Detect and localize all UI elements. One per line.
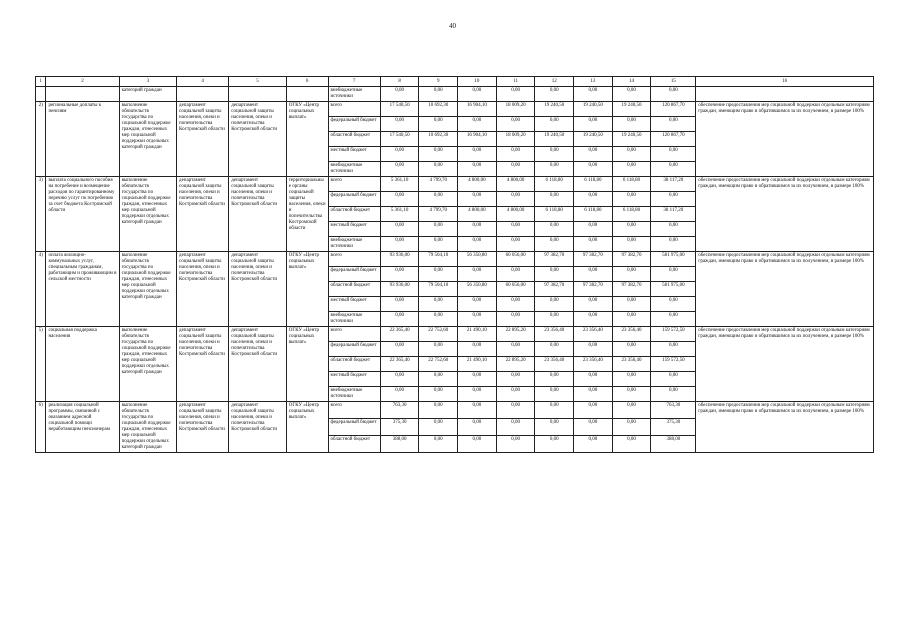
funding-value: 60 056,00 (496, 282, 535, 297)
section-name: реализация социальной программы, связанной с оказанием адресной социальной помощи неработающим пенсионерам (46, 402, 119, 453)
funding-value: 10 692,30 (419, 102, 458, 117)
section-number: 6) (36, 402, 46, 453)
funding-value: 120 867,70 (651, 102, 696, 117)
funding-value: 388,00 (651, 436, 696, 453)
section-task: выполнение обязательств государства по социальной поддержке граждан, отнесенных мер социальной поддержки отдельных категорий граждан (119, 327, 176, 402)
funding-value: 0,00 (535, 419, 574, 436)
section-coexecutor: департамент социальной защиты населения, опеки и попечительства Костромской области (229, 252, 286, 327)
funding-value: 0,00 (419, 222, 458, 237)
funding-value: 0,00 (496, 387, 535, 402)
funding-value: 19 240,50 (612, 102, 651, 117)
funding-value: 93 936,00 (380, 282, 419, 297)
section-coexecutor: департамент социальной защиты населения, опеки и попечительства Костромской области (229, 177, 286, 252)
funding-value: 0,00 (419, 117, 458, 132)
funding-value: 0,00 (651, 312, 696, 327)
funding-value: 23 356,40 (574, 327, 613, 342)
section-task: выполнение обязательств государства по социальной поддержке граждан, отнесенных мер социальной поддержки отдельных категорий граждан (119, 177, 176, 252)
funding-value: 0,00 (496, 222, 535, 237)
funding-value: 159 572,50 (651, 357, 696, 372)
funding-value: 97 382,70 (535, 252, 574, 267)
section-number: 2) (36, 102, 46, 177)
funding-value: 0,00 (458, 402, 497, 419)
header-cell: 4 (177, 77, 229, 87)
funding-value: 0,00 (651, 147, 696, 162)
funding-value: 388,00 (380, 436, 419, 453)
funding-value: 0,00 (496, 192, 535, 207)
funding-value: 0,00 (651, 387, 696, 402)
funding-value: 21 490,10 (458, 327, 497, 342)
funding-source: внебюджетные источники (328, 387, 380, 402)
funding-value: 6 118,80 (574, 177, 613, 192)
funding-value: 0,00 (419, 419, 458, 436)
funding-value: 0,00 (380, 387, 419, 402)
funding-value: 0,00 (380, 117, 419, 132)
funding-value: 97 382,70 (574, 282, 613, 297)
funding-value: 0,00 (612, 192, 651, 207)
funding-source: внебюджетные источники (328, 312, 380, 327)
funding-value: 0,00 (496, 436, 535, 453)
funding-source: всего (328, 402, 380, 419)
section-note: обеспечение предоставления мер социальной поддержки отдельным категориям граждан, имеющим право и обратившимся за их получением, в размере 100% (696, 177, 874, 252)
funding-value: 375,30 (651, 419, 696, 436)
funding-value: 19 240,50 (574, 132, 613, 147)
funding-value: 0,00 (380, 297, 419, 312)
funding-value: 0,00 (458, 297, 497, 312)
funding-value: 0,00 (574, 297, 613, 312)
section-coexecutor: департамент социальной защиты населения, опеки и попечительства Костромской области (229, 327, 286, 402)
cont-value: 0,00 (535, 87, 574, 102)
funding-value: 0,00 (651, 237, 696, 252)
funding-value: 0,00 (458, 342, 497, 357)
cont-value: 0,00 (574, 87, 613, 102)
section-recipient: ОГКУ «Центр социальных выплат» (286, 102, 328, 177)
cont-executor (177, 87, 229, 102)
funding-value: 0,00 (574, 267, 613, 282)
cont-value: 0,00 (496, 87, 535, 102)
cont-value: 0,00 (380, 87, 419, 102)
section-recipient: территориальные органы социальной защиты населения, опеки и попечительства Костромской области (286, 177, 328, 252)
funding-value: 0,00 (458, 147, 497, 162)
funding-value: 38 117,20 (651, 207, 696, 222)
cont-label: категорий граждан (119, 87, 176, 102)
funding-value: 0,00 (380, 222, 419, 237)
funding-value: 0,00 (380, 192, 419, 207)
funding-value: 97 382,70 (535, 282, 574, 297)
cont-value: 0,00 (419, 87, 458, 102)
funding-source: местный бюджет (328, 372, 380, 387)
funding-value: 0,00 (535, 117, 574, 132)
funding-value: 17 540,50 (380, 132, 419, 147)
funding-value: 0,00 (612, 387, 651, 402)
section-note: обеспечение предоставления мер социальной поддержки отдельным категориям граждан, имеющим право и обратившимся за их получением, в размере 100% (696, 402, 874, 453)
funding-value: 0,00 (574, 372, 613, 387)
funding-value: 120 867,70 (651, 132, 696, 147)
funding-source: местный бюджет (328, 147, 380, 162)
header-cell: 13 (574, 77, 613, 87)
funding-value: 0,00 (458, 237, 497, 252)
funding-value: 0,00 (496, 342, 535, 357)
funding-value: 0,00 (535, 222, 574, 237)
funding-value: 0,00 (574, 237, 613, 252)
funding-value: 0,00 (496, 162, 535, 177)
funding-value: 0,00 (380, 267, 419, 282)
funding-value: 0,00 (574, 342, 613, 357)
funding-value: 763,30 (651, 402, 696, 419)
funding-value: 0,00 (574, 117, 613, 132)
funding-value: 16 904,10 (458, 102, 497, 117)
cont-value: 0,00 (651, 87, 696, 102)
funding-value: 0,00 (574, 312, 613, 327)
funding-value: 0,00 (612, 297, 651, 312)
section-number: 5) (36, 327, 46, 402)
funding-value: 0,00 (419, 436, 458, 453)
funding-value: 0,00 (535, 267, 574, 282)
funding-value: 22 365,40 (380, 357, 419, 372)
funding-value: 581 975,00 (651, 252, 696, 267)
funding-value: 0,00 (496, 402, 535, 419)
header-cell: 2 (46, 77, 119, 87)
section-coexecutor: департамент социальной защиты населения, опеки и попечительства Костромской области (229, 402, 286, 453)
header-cell: 5 (229, 77, 286, 87)
funding-value: 0,00 (651, 222, 696, 237)
funding-value: 0,00 (651, 267, 696, 282)
funding-value: 18 009,20 (496, 102, 535, 117)
funding-value: 56 350,80 (458, 282, 497, 297)
funding-value: 0,00 (612, 436, 651, 453)
funding-value: 0,00 (458, 162, 497, 177)
funding-source: областной бюджет (328, 207, 380, 222)
funding-value: 19 240,50 (574, 102, 613, 117)
funding-value: 4 799,70 (419, 177, 458, 192)
funding-row (36, 102, 874, 117)
funding-value: 0,00 (419, 342, 458, 357)
funding-source: внебюджетные источники (328, 237, 380, 252)
section-executor: департамент социальной защиты населения, опеки и попечительства Костромской области (177, 177, 229, 252)
funding-value: 0,00 (612, 162, 651, 177)
funding-value: 0,00 (535, 147, 574, 162)
funding-source: федеральный бюджет (328, 419, 380, 436)
funding-value: 0,00 (419, 192, 458, 207)
header-cell: 9 (419, 77, 458, 87)
section-recipient: ОГКУ «Центр социальных выплат» (286, 327, 328, 402)
funding-value: 0,00 (535, 162, 574, 177)
funding-value: 0,00 (496, 237, 535, 252)
funding-value: 0,00 (380, 312, 419, 327)
funding-source: всего (328, 177, 380, 192)
cont-source: внебюджетные источники (328, 87, 380, 102)
funding-value: 0,00 (458, 192, 497, 207)
funding-value: 22 895,20 (496, 327, 535, 342)
funding-value: 6 118,80 (535, 207, 574, 222)
funding-value: 23 356,40 (535, 327, 574, 342)
header-cell: 12 (535, 77, 574, 87)
funding-value: 0,00 (535, 192, 574, 207)
continuation-row (36, 87, 874, 102)
funding-value: 0,00 (651, 192, 696, 207)
funding-value: 4 799,70 (419, 207, 458, 222)
funding-value: 0,00 (612, 267, 651, 282)
funding-value: 0,00 (535, 342, 574, 357)
funding-source: местный бюджет (328, 297, 380, 312)
funding-value: 0,00 (574, 387, 613, 402)
funding-value: 0,00 (612, 237, 651, 252)
header-cell: 6 (286, 77, 328, 87)
section-recipient: ОГКУ «Центр социальных выплат» (286, 252, 328, 327)
budget-table (35, 76, 874, 453)
funding-value: 0,00 (574, 436, 613, 453)
funding-value: 0,00 (496, 312, 535, 327)
funding-value: 22 895,20 (496, 357, 535, 372)
funding-row (36, 252, 874, 267)
section-number: 4) (36, 252, 46, 327)
funding-value: 10 692,30 (419, 132, 458, 147)
funding-row (36, 327, 874, 342)
funding-value: 0,00 (612, 312, 651, 327)
funding-value: 23 356,40 (612, 357, 651, 372)
funding-value: 0,00 (496, 117, 535, 132)
funding-value: 0,00 (419, 372, 458, 387)
funding-value: 79 504,10 (419, 282, 458, 297)
funding-value: 0,00 (419, 237, 458, 252)
header-cell: 7 (328, 77, 380, 87)
funding-value: 0,00 (535, 387, 574, 402)
section-executor: департамент социальной защиты населения, опеки и попечительства Костромской области (177, 102, 229, 177)
funding-value: 0,00 (380, 237, 419, 252)
funding-value: 763,30 (380, 402, 419, 419)
funding-value: 0,00 (380, 372, 419, 387)
funding-value: 0,00 (458, 419, 497, 436)
cont-value: 0,00 (458, 87, 497, 102)
funding-value: 0,00 (612, 222, 651, 237)
funding-value: 159 572,50 (651, 327, 696, 342)
section-task: выполнение обязательств государства по социальной поддержке граждан, отнесенных мер социальной поддержки отдельных категорий граждан (119, 402, 176, 453)
funding-value: 6 118,80 (612, 207, 651, 222)
funding-value: 93 936,00 (380, 252, 419, 267)
funding-value: 0,00 (574, 402, 613, 419)
section-note: обеспечение предоставления мер социальной поддержки отдельным категориям граждан, имеющим право и обратившимся за их получением, в размере 100% (696, 327, 874, 402)
section-name: социальная поддержка населения (46, 327, 119, 402)
funding-value: 581 975,00 (651, 282, 696, 297)
funding-value: 0,00 (574, 192, 613, 207)
funding-value: 0,00 (535, 372, 574, 387)
funding-value: 97 382,70 (612, 252, 651, 267)
header-cell: 8 (380, 77, 419, 87)
funding-value: 0,00 (419, 297, 458, 312)
cont-recipient (286, 87, 328, 102)
funding-value: 0,00 (419, 162, 458, 177)
funding-source: внебюджетные источники (328, 162, 380, 177)
header-cell: 3 (119, 77, 176, 87)
section-name: региональные доплаты к пенсиям (46, 102, 119, 177)
funding-value: 0,00 (651, 372, 696, 387)
funding-value: 79 504,10 (419, 252, 458, 267)
funding-value: 5 361,10 (380, 177, 419, 192)
funding-value: 0,00 (496, 147, 535, 162)
funding-value: 6 118,80 (574, 207, 613, 222)
funding-value: 0,00 (651, 117, 696, 132)
funding-value: 0,00 (458, 117, 497, 132)
section-note: обеспечение предоставления мер социальной поддержки отдельным категориям граждан, имеющим право и обратившимся за их получением, в размере 100% (696, 252, 874, 327)
funding-value: 0,00 (496, 297, 535, 312)
cont-value: 0,00 (612, 87, 651, 102)
funding-source: областной бюджет (328, 132, 380, 147)
funding-value: 0,00 (574, 162, 613, 177)
funding-value: 0,00 (574, 419, 613, 436)
header-cell: 14 (612, 77, 651, 87)
funding-value: 0,00 (380, 342, 419, 357)
funding-value: 23 356,40 (535, 357, 574, 372)
funding-value: 0,00 (458, 436, 497, 453)
funding-value: 21 490,10 (458, 357, 497, 372)
funding-value: 97 382,70 (612, 282, 651, 297)
funding-source: федеральный бюджет (328, 342, 380, 357)
section-executor: департамент социальной защиты населения, опеки и попечительства Костромской области (177, 252, 229, 327)
funding-value: 38 117,20 (651, 177, 696, 192)
funding-value: 0,00 (612, 147, 651, 162)
funding-value: 0,00 (380, 162, 419, 177)
section-coexecutor: департамент социальной защиты населения, опеки и попечительства Костромской области (229, 102, 286, 177)
funding-value: 0,00 (419, 267, 458, 282)
section-recipient: ОГКУ «Центр социальных выплат» (286, 402, 328, 453)
funding-row (36, 177, 874, 192)
funding-value: 16 904,10 (458, 132, 497, 147)
funding-value: 0,00 (612, 117, 651, 132)
page-number: 40 (449, 22, 456, 30)
funding-value: 0,00 (535, 436, 574, 453)
funding-value: 0,00 (419, 402, 458, 419)
funding-value: 97 382,70 (574, 252, 613, 267)
funding-source: федеральный бюджет (328, 267, 380, 282)
funding-value: 0,00 (458, 222, 497, 237)
header-cell: 11 (496, 77, 535, 87)
funding-value: 23 356,40 (612, 327, 651, 342)
funding-source: всего (328, 102, 380, 117)
funding-value: 0,00 (535, 297, 574, 312)
funding-source: всего (328, 327, 380, 342)
funding-value: 0,00 (458, 387, 497, 402)
funding-value: 0,00 (651, 297, 696, 312)
funding-value: 0,00 (496, 372, 535, 387)
funding-source: областной бюджет (328, 282, 380, 297)
section-executor: департамент социальной защиты населения, опеки и попечительства Костромской области (177, 402, 229, 453)
funding-value: 4 800,00 (458, 177, 497, 192)
funding-value: 0,00 (651, 342, 696, 357)
section-number: 3) (36, 177, 46, 252)
funding-value: 0,00 (535, 312, 574, 327)
header-cell: 10 (458, 77, 497, 87)
cont-note (696, 87, 874, 102)
funding-value: 0,00 (458, 312, 497, 327)
section-task: выполнение обязательств государства по социальной поддержке граждан, отнесенных мер социальной поддержки отдельных категорий граждан (119, 252, 176, 327)
funding-value: 0,00 (574, 222, 613, 237)
funding-value: 19 240,50 (612, 132, 651, 147)
funding-value: 4 800,00 (496, 207, 535, 222)
funding-value: 0,00 (612, 372, 651, 387)
funding-value: 18 009,20 (496, 132, 535, 147)
funding-value: 375,30 (380, 419, 419, 436)
funding-value: 6 118,80 (612, 177, 651, 192)
funding-value: 0,00 (419, 387, 458, 402)
funding-value: 0,00 (458, 372, 497, 387)
funding-source: областной бюджет (328, 357, 380, 372)
funding-value: 0,00 (496, 419, 535, 436)
funding-value: 56 350,80 (458, 252, 497, 267)
funding-value: 0,00 (458, 267, 497, 282)
section-executor: департамент социальной защиты населения, опеки и попечительства Костромской области (177, 327, 229, 402)
funding-source: всего (328, 252, 380, 267)
funding-value: 22 752,60 (419, 327, 458, 342)
funding-value: 0,00 (419, 147, 458, 162)
funding-value: 23 356,40 (574, 357, 613, 372)
header-cell: 16 (696, 77, 874, 87)
header-cell: 15 (651, 77, 696, 87)
funding-value: 0,00 (496, 267, 535, 282)
cont-name (46, 87, 119, 102)
funding-value: 0,00 (612, 402, 651, 419)
funding-value: 0,00 (612, 419, 651, 436)
header-cell: 1 (36, 77, 46, 87)
funding-value: 17 540,50 (380, 102, 419, 117)
funding-source: федеральный бюджет (328, 117, 380, 132)
header-row (36, 77, 874, 87)
cont-num (36, 87, 46, 102)
section-name: оплата жилищно-коммунальных услуг, специальным гражданам, работающим и проживающим в сельской местности (46, 252, 119, 327)
funding-source: областной бюджет (328, 436, 380, 453)
funding-value: 4 800,00 (458, 207, 497, 222)
funding-row (36, 402, 874, 419)
funding-value: 0,00 (535, 237, 574, 252)
section-name: выплата социального пособия на погребение и возмещение расходов по гарантированному перечню услуг по погребению за счет бюджета Костромской области (46, 177, 119, 252)
funding-source: федеральный бюджет (328, 192, 380, 207)
funding-source: местный бюджет (328, 222, 380, 237)
funding-value: 0,00 (612, 342, 651, 357)
funding-value: 0,00 (651, 162, 696, 177)
funding-value: 22 365,40 (380, 327, 419, 342)
section-note: обеспечение предоставления мер социальной поддержки отдельным категориям граждан, имеющим право и обратившимся за их получением, в размере 100% (696, 102, 874, 177)
funding-value: 0,00 (535, 402, 574, 419)
funding-value: 19 240,50 (535, 132, 574, 147)
funding-value: 5 361,10 (380, 207, 419, 222)
funding-value: 60 056,00 (496, 252, 535, 267)
funding-value: 0,00 (574, 147, 613, 162)
funding-value: 6 118,80 (535, 177, 574, 192)
funding-value: 4 800,00 (496, 177, 535, 192)
funding-value: 0,00 (380, 147, 419, 162)
cont-coexecutor (229, 87, 286, 102)
funding-value: 19 240,50 (535, 102, 574, 117)
funding-value: 22 752,60 (419, 357, 458, 372)
section-task: выполнение обязательств государства по социальной поддержке граждан, отнесенных мер социальной поддержки отдельных категорий граждан (119, 102, 176, 177)
funding-value: 0,00 (419, 312, 458, 327)
